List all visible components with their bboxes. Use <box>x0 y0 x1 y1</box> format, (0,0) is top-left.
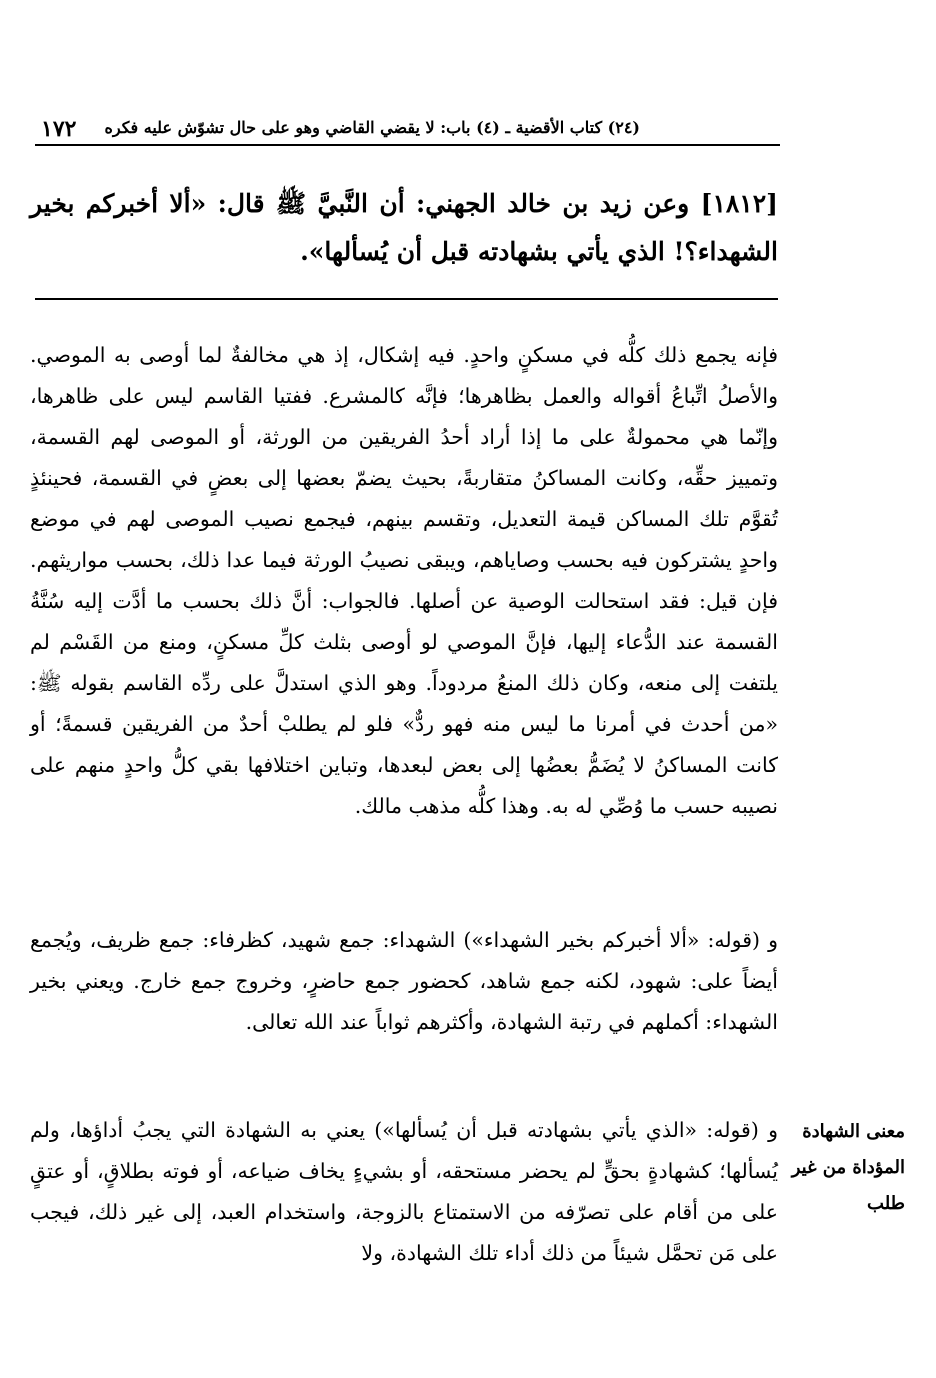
margin-note <box>785 1114 905 1222</box>
margin-note-line-3: طلب <box>867 1193 905 1214</box>
commentary-paragraph-2: و (قوله: «ألا أخبركم بخير الشهداء») الشهداء: جمع شهيد، كظرفاء: جمع ظريف، ويُجمع أيضاً على: شهود، لكنه جمع شاهد، كحضور جمع حاضرٍ، وخروج جمع خارج. ويعني بخير الشهداء: أكملهم في رتبة الشهادة، وأكثرهم ثواباً عند الله تعالى. <box>30 928 778 1034</box>
margin-note-line-2: المؤداة من غير <box>791 1157 905 1178</box>
commentary-paragraph-3: و (قوله: «الذي يأتي بشهادته قبل أن يُسألها») يعني به الشهادة التي يجبُ أداؤها، ولم يُسألها؛ كشهادةٍ بحقٍّ لم يحضر مستحقه، أو بشيءٍ يخاف ضياعه، أو فوته بطلاقٍ، أو عتقٍ على من أقام على تصرّفه من الاستمتاع بالزوجة، واستخدام العبد، إلى غير ذلك، فيجب على مَن تحمَّل شيئاً من ذلك أداء تلك الشهادة، ولا <box>30 1118 778 1265</box>
section-divider <box>35 298 778 300</box>
running-head: (٢٤) كتاب الأقضية ـ (٤) باب: لا يقضي القاضي وهو على حال تشوّش عليه فكره <box>104 118 640 137</box>
hadith-text: [١٨١٢] وعن زيد بن خالد الجهني: أن النَّبيَّ ﷺ قال: «ألا أخبركم بخير الشهداء؟! الذي يأتي بشهادته قبل أن يُسألها». <box>30 189 778 266</box>
margin-note-line-1: معنى الشهادة <box>802 1121 905 1142</box>
commentary-paragraph-1: فإنه يجمع ذلك كلُّه في مسكنٍ واحدٍ. فيه إشكال، إذ هي مخالفةٌ لما أوصى به الموصي. والأصلُ اتِّباعُ أقواله والعمل بظاهرها؛ فإنَّه كالمشرع. ففتيا القاسم ليس على ظاهرها، وإنّما هي محمولةٌ على ما إذا أراد أحدُ الفريقين من الورثة، أو الموصى لهم القسمة، وتمييز حقِّه، وكانت المساكنُ متقاربةً، بحيث يضمّ بعضها إلى بعضٍ في القسمة، فحينئذٍ تُقوَّم تلك المساكن قيمة التعديل، وتقسم بينهم، فيجمع نصيب الموصى لهم في موضع واحدٍ يشتركون فيه بحسب وصاياهم، ويبقى نصيبُ الورثة فيما عدا ذلك، بحسب مواريثهم. فإن قيل: فقد استحالت الوصية عن أصلها. فالجواب: أنَّ ذلك بحسب ما أدَّت إليه سُنَّةُ القسمة عند الدُّعاء إليها، فإنَّ الموصي لو أوصى بثلث كلِّ مسكنٍ، ومنع من القَسْم لم يلتفت إلى منعه، وكان ذلك المنعُ مردوداً. وهو الذي استدلَّ على ردِّه القاسم بقوله ﷺ: «من أحدث في أمرنا ما ليس منه فهو ردٌّ» فلو لم يطلبْ أحدٌ من الفريقين قسمةً؛ أو كانت المساكنُ لا يُضَمُّ بعضُها إلى بعض لبعدها، وتباين اختلافها بقي كلُّ واحدٍ منهم على نصيبه حسب ما وُصِّي له به. وهذا كلُّه مذهب مالك. <box>30 343 778 818</box>
page-header <box>35 112 780 146</box>
page-number: ١٧٢ <box>41 116 77 142</box>
